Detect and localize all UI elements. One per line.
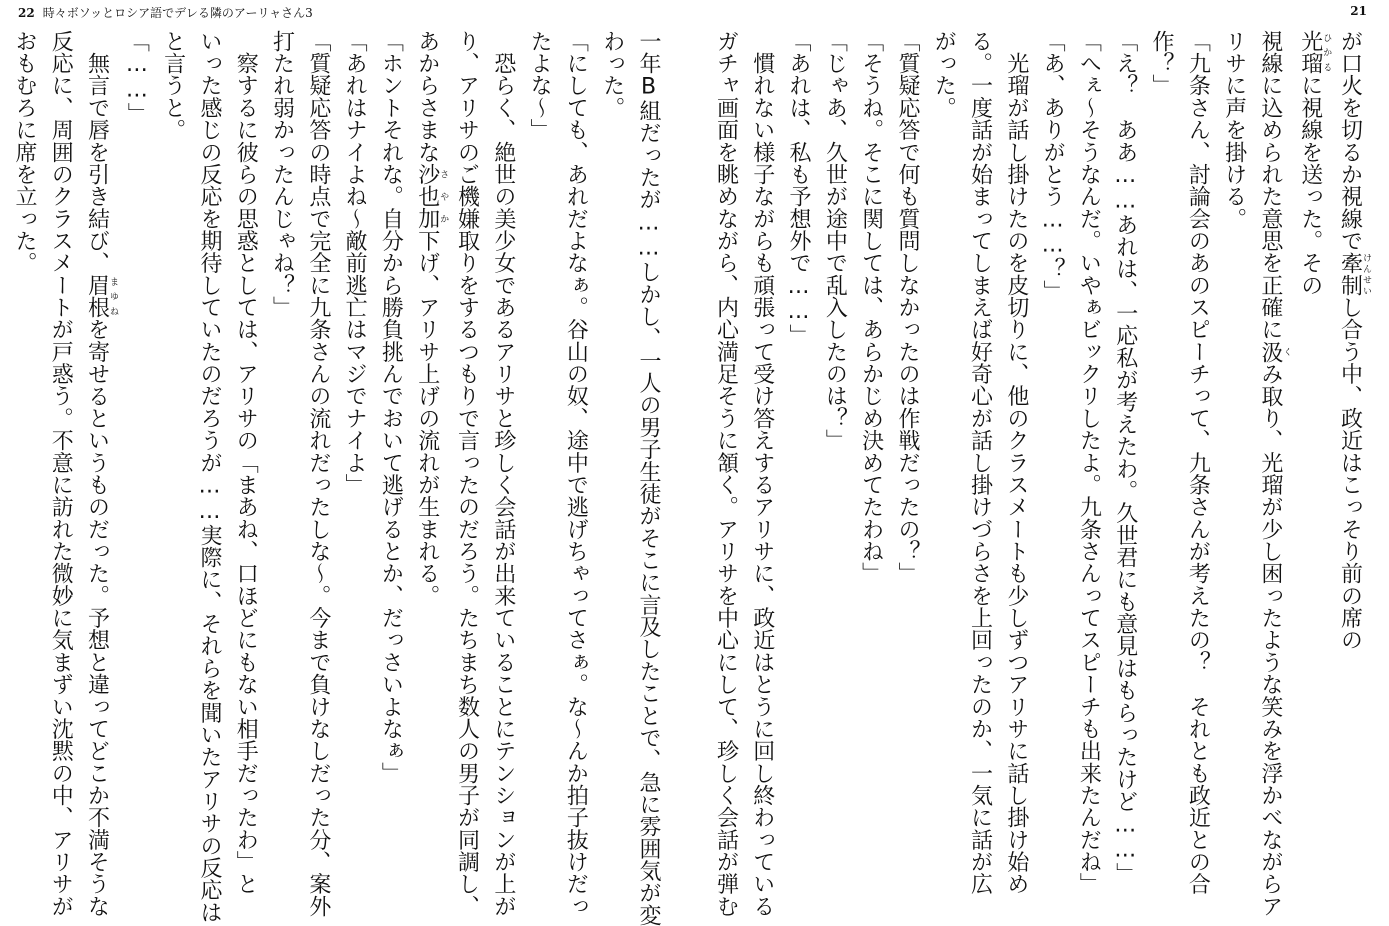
- text-line: わった。: [599, 30, 625, 119]
- text-segment: し合う中、政近はこっそり前の席の: [1337, 296, 1363, 652]
- text-line: 光瑠が話し掛けたのを皮切りに、他のクラスメートも少しずつアリサに話し掛け始め: [1003, 30, 1029, 896]
- ruby-base: 牽制: [1337, 251, 1363, 297]
- right-page-text: [703, 30, 1371, 918]
- text-line: 「あ、ありがとう……？」: [1040, 30, 1066, 303]
- text-line: 「へぇ～そうなんだ。いやぁビックリしたよ。九条さんってスピーチも出来たんだね」: [1076, 30, 1102, 896]
- text-segment: 下げ、アリサ上げの流れが生まれる。: [414, 229, 440, 607]
- text-line: 「質疑応答で何も質問しなかったのは作戦だったの？」: [894, 30, 920, 585]
- text-line: 「にしても、あれだよなぁ。谷山の奴、途中で逃げちゃってさぁ。な～んか拍子抜けだっ: [563, 30, 589, 918]
- text-segment: 無言で唇を引き結び、: [84, 30, 110, 274]
- text-line: 「九条さん、討論会のあのスピーチって、九条さんが考えたの？ それとも政近との合: [1185, 30, 1211, 896]
- text-line: る。一度話が始まってしまえば好奇心が話し掛けづらさを上回ったのか、一気に話が広: [967, 30, 993, 896]
- text-segment: に視線を送った。その: [1297, 74, 1323, 297]
- text-line: 「質疑応答の時点で完全に九条さんの流れだったしな～。今まで負けなしだった分、案外: [305, 30, 331, 918]
- text-line: 「あれはナイよね～敵前逃亡はマジでナイよ」: [342, 30, 368, 496]
- ruby-base: 沙也加: [414, 163, 440, 230]
- text-line: 察するに彼らの思惑としては、アリサの「まあね、口ほどにもない相手だったわ」と: [233, 30, 259, 896]
- text-line: 一年B組だったが……しかし、一人の男子生徒がそこに言及したことで、急に雰囲気が変: [636, 30, 661, 926]
- ruby-annotated-word: [414, 163, 449, 230]
- text-line: 「あれは、私も予想外で……」: [786, 30, 812, 347]
- text-line: 恐らく、絶世の美少女であるアリサと珍しく会話が出来ていることにテンションが上が: [490, 30, 516, 918]
- text-line: リサに声を掛ける。: [1221, 30, 1247, 230]
- text-line: 打たれ弱かったんじゃね？」: [269, 30, 295, 319]
- ruby-base: 眉根: [84, 273, 110, 319]
- ruby-reading: さやか: [438, 163, 449, 230]
- ruby-annotated-word: [84, 273, 119, 319]
- text-segment: 視線に込められた意思を正確に: [1257, 30, 1283, 341]
- left-page-header: [18, 4, 313, 21]
- text-segment: あからさまな: [414, 30, 440, 164]
- ruby-reading: く: [1281, 340, 1292, 363]
- text-line: 作？」: [1149, 30, 1175, 97]
- text-line: 慣れない様子ながらも頑張って受け答えするアリサに、政近はとうに回し終わっている: [749, 30, 775, 918]
- text-line: 「そうね。そこに関しては、あらかじめ決めてたわね」: [858, 30, 884, 585]
- left-page-text: [11, 30, 666, 926]
- ruby-base: 光瑠: [1297, 30, 1323, 75]
- text-line: たよな～」: [527, 30, 553, 141]
- running-title: 時々ボソッとロシア語でデレる隣のアーリャさん3: [42, 6, 313, 20]
- text-line: 「ホントそれな。自分から勝負挑んでおいて逃げるとか、だっさいよなぁ」: [378, 30, 404, 785]
- text-line: 「え？ ああ……あれは、一応私が考えたわ。久世君にも意見はもらったけど……」: [1112, 30, 1138, 885]
- text-segment: み取り、光瑠が少し困ったような笑みを浮かべながらア: [1257, 362, 1283, 918]
- ruby-annotated-word: [1297, 30, 1332, 75]
- left-page-number: 22: [18, 6, 35, 20]
- ruby-base: 汲: [1257, 340, 1283, 363]
- text-line: [78, 30, 119, 918]
- ruby-annotated-word: [1257, 340, 1292, 363]
- ruby-reading: ひかる: [1321, 30, 1332, 75]
- text-line: ガチャ画面を眺めながら、内心満足そうに頷く。アリサを中心にして、珍しく会話が弾む: [713, 30, 739, 918]
- ruby-annotated-word: [1337, 251, 1371, 297]
- text-line: [1252, 30, 1292, 918]
- text-line: 「……」: [124, 30, 150, 125]
- ruby-reading: けんせい: [1361, 251, 1371, 297]
- text-line: 反応に、周囲のクラスメートが戸惑う。不意に訪れた微妙に気まずい沈黙の中、アリサが: [48, 30, 74, 918]
- text-line: [408, 30, 448, 894]
- text-segment: を寄せるというものだった。予想と違ってどこか不満そうな: [84, 318, 110, 918]
- text-line: がった。: [931, 30, 957, 119]
- text-line: 「じゃあ、久世が途中で乱入したのは？」: [822, 30, 848, 452]
- text-line: [1331, 30, 1371, 894]
- text-line: [1291, 30, 1331, 894]
- text-segment: が口火を切るか視線で: [1337, 30, 1363, 252]
- text-line: り、アリサのご機嫌取りをするつもりで言ったのだろう。たちまち数人の男子が同調し、: [454, 30, 480, 918]
- ruby-reading: まゆね: [108, 273, 119, 319]
- text-line: と言うと。: [160, 30, 186, 141]
- text-line: おもむろに席を立った。: [11, 30, 37, 274]
- text-line: いった感じの反応を期待していたのだろうが……実際に、それらを聞いたアリサの反応は: [196, 30, 222, 924]
- right-page-number: 21: [1350, 4, 1367, 18]
